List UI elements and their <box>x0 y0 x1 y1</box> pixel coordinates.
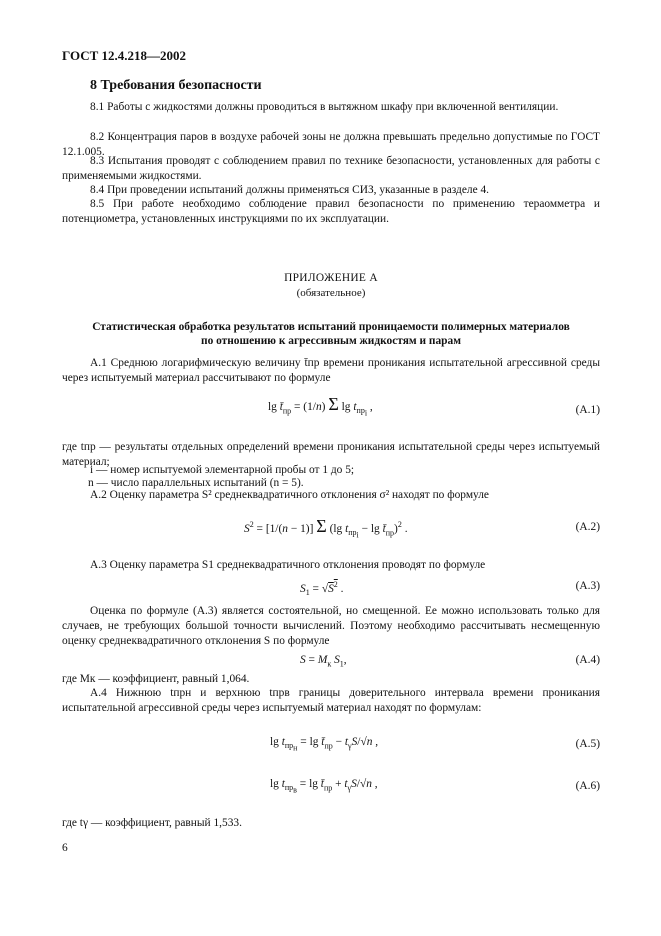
section-8-title: 8 Требования безопасности <box>90 78 262 93</box>
where-1: где tпр — результаты отдельных определений времени проникания испытательной среды через испытуемый материал; <box>62 441 600 469</box>
appendix-heading-line2: по отношению к агрессивным жидкостям и парам <box>201 335 461 347</box>
item-8-2: 8.2 Концентрация паров в воздухе рабочей зоны не должна превышать предельно допустимые по ГОСТ 12.1.005. <box>62 131 600 159</box>
formula-a4: $S = M_к$ $S_1$, <box>300 654 347 669</box>
a1-paragraph: A.1 Среднюю логарифмическую величину t̄пр времени проникания испытательной агрессивной среды через испытуемый материал рассчитывают по формуле <box>62 357 600 385</box>
eq-number-a1: (A.1) <box>575 404 600 416</box>
a4-paragraph: A.4 Нижнюю tпрн и верхнюю tпрв границы доверительного интервала времени проникания испытательной агрессивной среды через испытуемый материал находят по формулам: <box>62 687 600 715</box>
appendix-subtitle: (обязательное) <box>296 287 366 299</box>
standard-header: ГОСТ 12.4.218—2002 <box>62 48 187 63</box>
item-8-4: 8.4 При проведении испытаний должны применяться СИЗ, указанные в разделе 4. <box>90 184 490 196</box>
eq-number-a3: (A.3) <box>575 580 600 592</box>
appendix-heading-line1: Статистическая обработка результатов испытаний проницаемости полимерных материалов <box>92 321 570 333</box>
appendix-title: ПРИЛОЖЕНИЕ А <box>284 272 378 284</box>
a3-paragraph: A.3 Оценку параметра S1 среднеквадратичного отклонения проводят по формуле <box>90 559 486 571</box>
appendix-heading <box>62 320 600 348</box>
where-1-n: n — число параллельных испытаний (n = 5). <box>88 477 304 489</box>
formula-a5: $\lg t_{пр_н} = \lg$ $t̄_{пр} - t_\gamma S/√n$ , <box>270 736 379 753</box>
formula-a6: $\lg t_{пр_в} = \lg$ $t̄_{пр} + t_\gamma S/√n$ , <box>270 778 378 795</box>
item-8-3: 8.3 Испытания проводят с соблюдением правил по технике безопасности, установленных для работы с применяемыми жидкостями. <box>62 155 600 183</box>
formula-a2: $S^2 = [1/(n - 1)]$ Σ (lg $t_{пр_i} - \lg$ $t̄_{пр})^2$ . <box>244 516 408 540</box>
where-1-i: i — номер испытуемой элементарной пробы от 1 до 5; <box>90 464 355 476</box>
item-8-1: 8.1 Работы с жидкостями должны проводиться в вытяжном шкафу при включенной вентиляции. <box>90 101 559 113</box>
formula-a3: $S_1 = √S^2$ . <box>300 580 344 598</box>
eq-number-a6: (A.6) <box>575 780 600 792</box>
eq-number-a5: (A.5) <box>575 738 600 750</box>
eq-number-a2: (A.2) <box>575 521 600 533</box>
formula-a1: $\lg t̄_{пр} = (1/n)$ Σ $\lg t_{пр_i}$ , <box>268 394 373 418</box>
eq-number-a4: (A.4) <box>575 654 600 666</box>
where-tg: где tγ — коэффициент, равный 1,533. <box>62 817 242 829</box>
estimate-paragraph: Оценка по формуле (A.3) является состоятельной, но смещенной. Ее можно использовать только для случаев, не требующих большой точности вычислений. Поэтому необходимо рассчитывать несмещенную оценку среднеквадратичного отклонения S по формуле <box>62 605 600 648</box>
item-8-5: 8.5 При работе необходимо соблюдение правил безопасности по применению тераомметра и потенциометра, установленных инструкциями по их эксплуатации. <box>62 198 600 226</box>
a2-paragraph: A.2 Оценку параметра S² среднеквадратичного отклонения σ² находят по формуле <box>90 489 489 501</box>
page-number: 6 <box>62 842 68 854</box>
where-mk: где Mк — коэффициент, равный 1,064. <box>62 673 250 685</box>
